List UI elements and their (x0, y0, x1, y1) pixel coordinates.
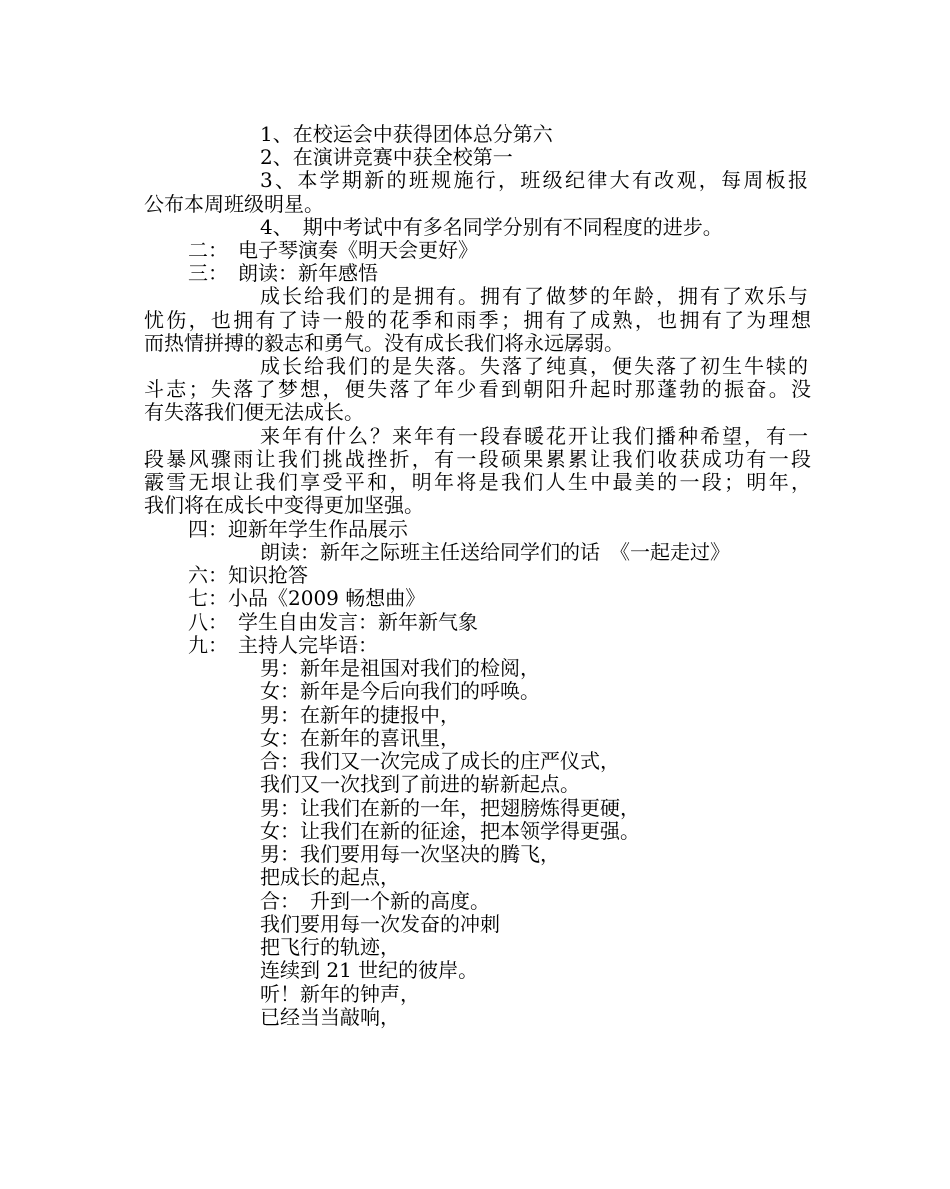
closing-line-3: 男：在新年的捷报中， (260, 703, 460, 727)
program-item-3: 三： 朗读：新年感悟 (188, 261, 378, 285)
achievement-item-3-line-1: 3、本学期新的班规施行，班级纪律大有改观，每周板报 (260, 168, 808, 192)
closing-line-10: 把成长的起点， (260, 865, 400, 889)
closing-line-2: 女：新年是今后向我们的呼唤。 (260, 679, 540, 703)
program-item-7: 七：小品《2009 畅想曲》 (188, 586, 426, 610)
achievement-item-1: 1、在校运会中获得团体总分第六 (260, 122, 553, 146)
closing-line-11: 合： 升到一个新的高度。 (260, 889, 490, 913)
reading-paragraph-3-line-2: 段暴风骤雨让我们挑战挫折，有一段硕果累累让我们收获成功有一段 (144, 447, 811, 471)
program-item-9: 九： 主持人完毕语： (188, 633, 378, 657)
reading-paragraph-2-line-3: 有失落我们便无法成长。 (144, 400, 364, 424)
program-item-5: 朗读：新年之际班主任送给同学们的话 《一起走过》 (260, 540, 730, 564)
achievement-item-2: 2、在演讲竞赛中获全校第一 (260, 145, 513, 169)
reading-paragraph-3-line-4: 我们将在成长中变得更加坚强。 (144, 493, 424, 517)
closing-line-9: 男：我们要用每一次坚决的腾飞， (260, 842, 560, 866)
closing-line-16: 已经当当敲响， (260, 1005, 400, 1029)
reading-paragraph-2-line-2: 斗志；失落了梦想，便失落了年少看到朝阳升起时那蓬勃的振奋。没 (144, 377, 811, 401)
closing-line-5: 合：我们又一次完成了成长的庄严仪式， (260, 749, 620, 773)
program-item-6: 六：知识抢答 (188, 563, 308, 587)
reading-paragraph-3-line-3: 霰雪无垠让我们享受平和，明年将是我们人生中最美的一段；明年， (144, 470, 811, 494)
closing-line-12: 我们要用每一次发奋的冲刺 (260, 912, 500, 936)
closing-line-13: 把飞行的轨迹， (260, 935, 400, 959)
reading-paragraph-3-line-1: 来年有什么？来年有一段春暖花开让我们播种希望，有一 (260, 424, 808, 448)
reading-paragraph-1-line-2: 忧伤，也拥有了诗一般的花季和雨季；拥有了成熟，也拥有了为理想 (144, 308, 811, 332)
closing-line-15: 听！新年的钟声， (260, 982, 420, 1006)
closing-line-6: 我们又一次找到了前进的崭新起点。 (260, 772, 580, 796)
closing-line-7: 男：让我们在新的一年，把翅膀炼得更硬， (260, 796, 640, 820)
reading-paragraph-2-line-1: 成长给我们的是失落。失落了纯真，便失落了初生牛犊的 (260, 354, 808, 378)
closing-line-1: 男：新年是祖国对我们的检阅， (260, 656, 540, 680)
program-item-8: 八： 学生自由发言：新年新气象 (188, 610, 478, 634)
reading-paragraph-1-line-1: 成长给我们的是拥有。拥有了做梦的年龄，拥有了欢乐与 (260, 284, 808, 308)
program-item-4: 四：迎新年学生作品展示 (188, 517, 408, 541)
achievement-item-4: 4、 期中考试中有多名同学分别有不同程度的进步。 (260, 215, 723, 239)
program-item-2: 二： 电子琴演奏《明天会更好》 (188, 238, 478, 262)
closing-line-14: 连续到 21 世纪的彼岸。 (260, 958, 479, 982)
achievement-item-3-line-2: 公布本周班级明星。 (144, 192, 324, 216)
closing-line-8: 女：让我们在新的征途，把本领学得更强。 (260, 819, 640, 843)
reading-paragraph-1-line-3: 而热情拼搏的毅志和勇气。没有成长我们将永远孱弱。 (144, 331, 624, 355)
closing-line-4: 女：在新年的喜讯里， (260, 726, 460, 750)
